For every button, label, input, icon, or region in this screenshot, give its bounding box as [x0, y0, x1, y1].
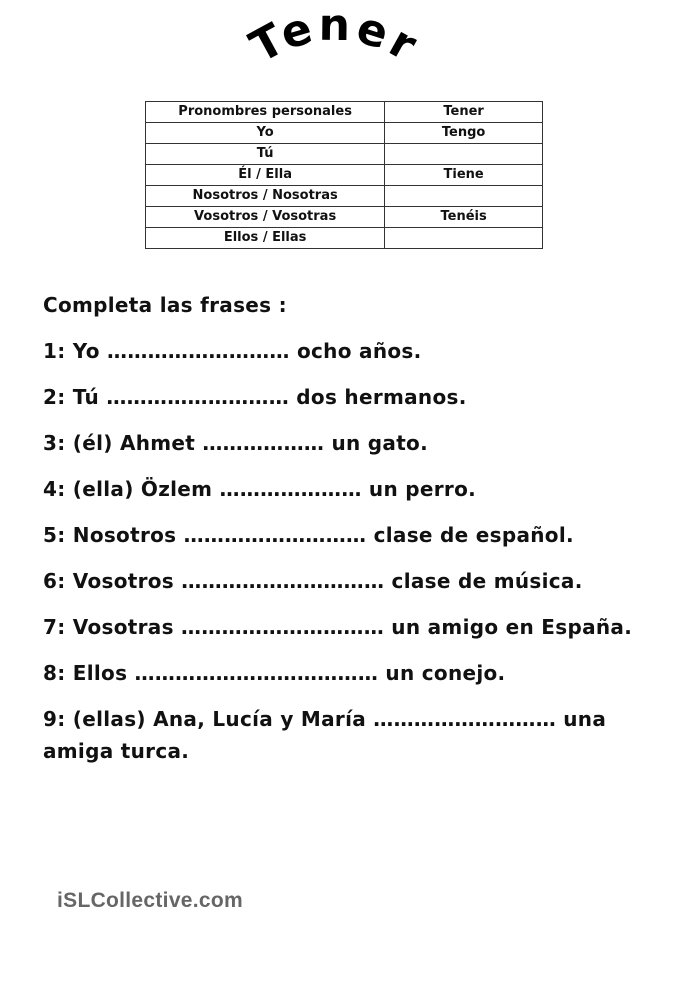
exercise-section: [43, 289, 683, 781]
verb-cell: [385, 186, 543, 207]
sentence-item: 9: (ellas) Ana, Lucía y María ……………………… una amiga turca.: [43, 707, 614, 763]
pronoun-cell: Ellos / Ellas: [146, 228, 385, 249]
table-row: [146, 207, 543, 228]
title-text: Tener: [242, 0, 429, 74]
svg-text:Tener: [242, 0, 428, 73]
conjugation-table: [145, 101, 543, 249]
pronoun-cell: Vosotros / Vosotras: [146, 207, 385, 228]
sentence-item: 1: Yo ……………………… ocho años.: [43, 339, 422, 363]
verb-cell: Tiene: [385, 165, 543, 186]
sentence-item: 6: Vosotros ………………………… clase de música.: [43, 569, 583, 593]
sentence-item: 4: (ella) Özlem ………………… un perro.: [43, 477, 477, 501]
sentence-item: 7: Vosotras ………………………… un amigo en España.: [43, 615, 633, 639]
pronoun-cell: Él / Ella: [146, 165, 385, 186]
verb-cell: Tenéis: [385, 207, 543, 228]
sentence-item: 2: Tú ……………………… dos hermanos.: [43, 385, 467, 409]
verb-cell: [385, 228, 543, 249]
table-header-cell: Tener: [385, 102, 543, 123]
table-row: [146, 186, 543, 207]
worksheet-title: [0, 0, 700, 100]
sentence-item: 3: (él) Ahmet ……………… un gato.: [43, 431, 428, 455]
pronoun-cell: Tú: [146, 144, 385, 165]
table-header-cell: Pronombres personales: [146, 102, 385, 123]
table-row: [146, 144, 543, 165]
table-header-row: [146, 102, 543, 123]
sentence-item: 5: Nosotros ……………………… clase de español.: [43, 523, 574, 547]
table-row: [146, 165, 543, 186]
table-row: [146, 228, 543, 249]
verb-cell: Tengo: [385, 123, 543, 144]
table-row: [146, 123, 543, 144]
verb-cell: [385, 144, 543, 165]
pronoun-cell: Nosotros / Nosotras: [146, 186, 385, 207]
site-watermark: iSLCollective.com: [57, 889, 243, 912]
sentence-item: 8: Ellos ……………………………… un conejo.: [43, 661, 506, 685]
exercise-heading: Completa las frases :: [43, 293, 287, 317]
pronoun-cell: Yo: [146, 123, 385, 144]
